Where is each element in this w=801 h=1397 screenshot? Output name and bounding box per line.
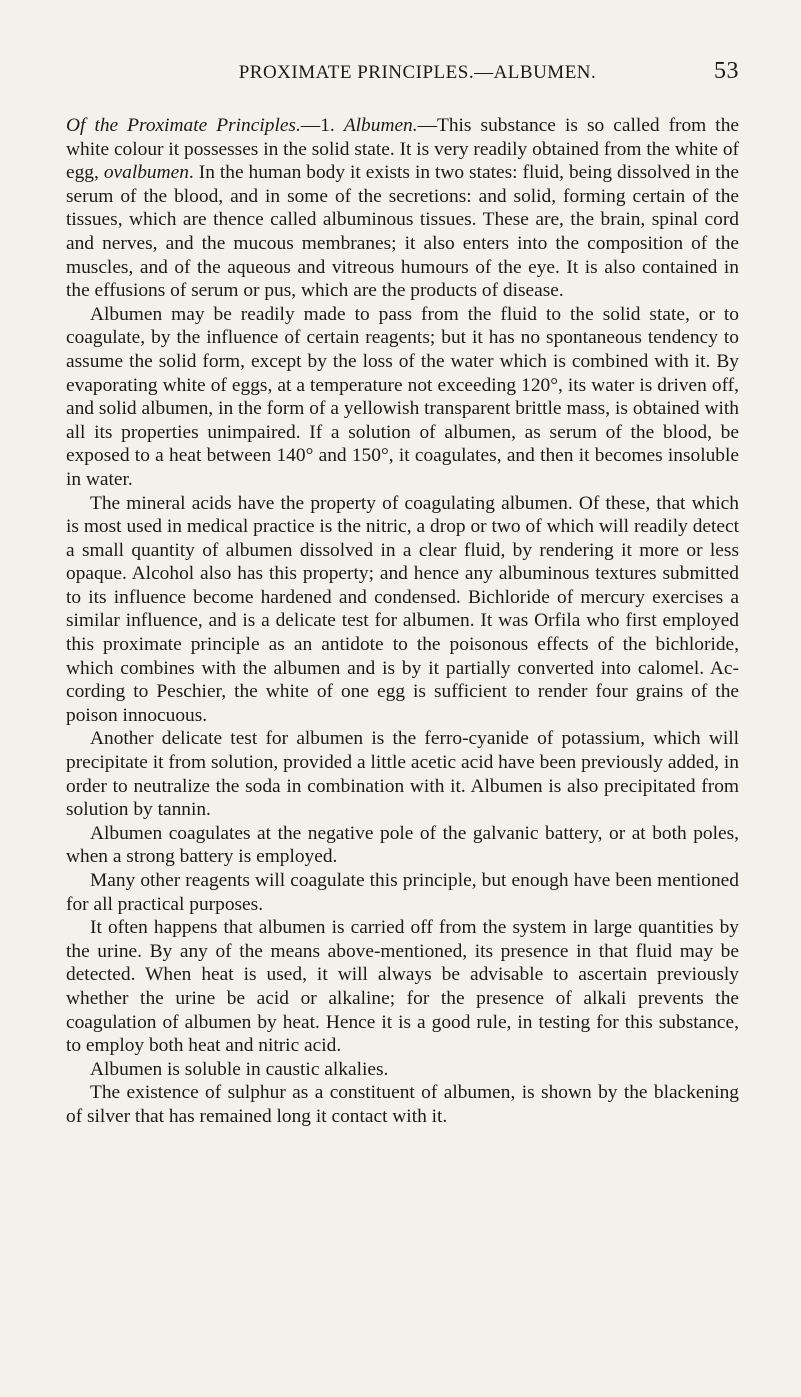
- italic-term: ovalbumen: [103, 162, 189, 184]
- paragraph-5: Albumen coagulates at the negative pole of the galvanic battery, or at both poles, when a strong battery is employed.: [66, 822, 739, 868]
- paragraph-3: The mineral acids have the property of coagulating albumen. Of these, that which is most used in medical practice is the nitric, a drop or two of which will readily detect a small quantity of albumen dissolved in a clear fluid, by rendering it more or less opaque. Alcohol also has this property; and hence any albuminous textures submitted to its influence become hardened and condensed. Bichloride of mercury exercises a similar influence, and is a delicate test for albumen. It was Orfila who first employed this proximate principle as an antidote to the poisonous effects of the bichloride, which combines with the albumen and is by it partially converted into calomel. According to Peschier, the white of one egg is sufficient to render four grains of the poison innocuous.: [66, 492, 739, 726]
- paragraph-text-cont: . In the human body it exists in two states: fluid, being dissolved in the serum of the blood, and in some of the secretions: and solid, forming certain of the tissues, which are thence called albuminous tissues. These are, the brain, spinal cord and nerves, and the mucous membranes; it also enters into the composition of the muscles, and of the aqueous and vitreous humours of the eye. It is also contained in the effusions of serum or pus, which are the products of disease.: [66, 162, 739, 302]
- paragraph-2: Albumen may be readily made to pass from the fluid to the solid state, or to coagulate, by the influence of certain reagents; but it has no spontaneous tendency to assume the solid form, except by the loss of the water which is combined with it. By evaporating white of eggs, at a temperature not exceeding 120°, its water is driven off, and solid albumen, in the form of a yellowish transparent brittle mass, is obtained with all its properties unimpaired. If a solution of albumen, as serum of the blood, be exposed to a heat between 140° and 150°, it coagulates, and then it becomes insoluble in water.: [66, 303, 739, 490]
- paragraph-text: —This substance is so called from the white colour it possesses in the solid state. It is very readily obtained from the white of egg,: [66, 115, 739, 184]
- body-text: [66, 114, 739, 1129]
- page-number: 53: [714, 58, 739, 84]
- paragraph-7: It often happens that albumen is carried off from the system in large quantities by the urine. By any of the means above-mentioned, its presence in that fluid may be detected. When heat is used, it will always be advisable to ascertain previously whether the urine be acid or alkaline; for the presence of alkali prevents the coagulation of albumen by heat. Hence it is a good rule, in testing for this substance, to employ both heat and nitric acid.: [66, 917, 739, 1057]
- paragraph-4: Another delicate test for albumen is the ferro-cyanide of potassium, which will precipitate it from solution, provided a little acetic acid have been previously added, in order to neutralize the soda in combination with it. Albumen is also precipitated from solution by tannin.: [66, 728, 739, 821]
- paragraph-6: Many other reagents will coagulate this principle, but enough have been mentioned for all practical purposes.: [66, 870, 739, 915]
- paragraph-8: Albumen is soluble in caustic alkalies.: [90, 1058, 389, 1080]
- heading-separator: —1.: [300, 115, 344, 136]
- paragraph-9: The existence of sulphur as a constituent of albumen, is shown by the blackening of silver that has remained long it contact with it.: [66, 1082, 739, 1127]
- paragraph-1: [66, 114, 739, 303]
- section-heading: Of the Proximate Principles.: [66, 115, 301, 136]
- running-title: PROXIMATE PRINCIPLES.—ALBUMEN.: [238, 62, 597, 83]
- subject-heading: Albumen.: [343, 115, 418, 136]
- running-head: [66, 58, 739, 92]
